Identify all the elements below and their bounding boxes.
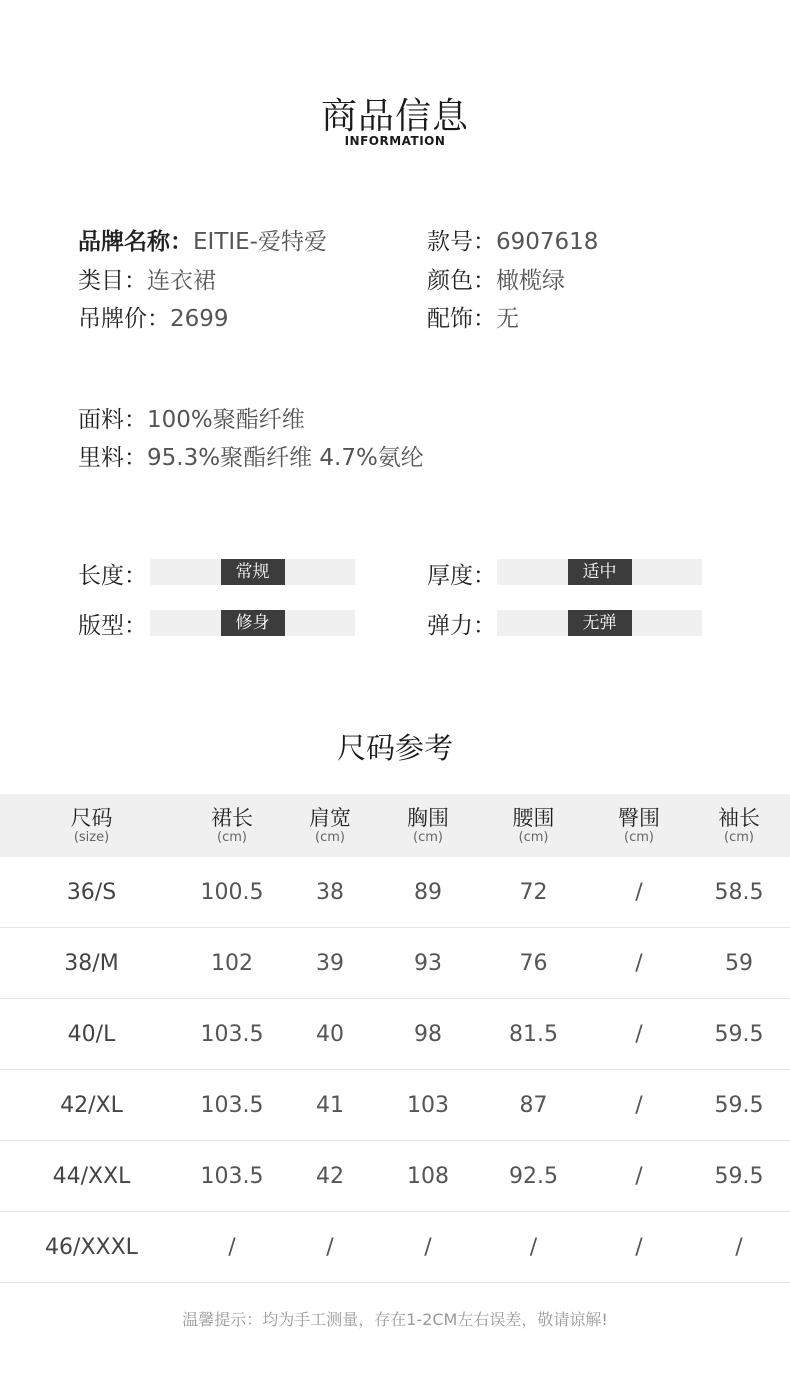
- table-cell: 103.5: [183, 1141, 281, 1212]
- table-cell: 59.5: [688, 999, 790, 1070]
- table-cell: 103.5: [183, 1070, 281, 1141]
- table-cell: 40: [281, 999, 379, 1070]
- table-cell: 87: [477, 1070, 590, 1141]
- lining-value: 95.3%聚酯纤维 4.7%氨纶: [147, 445, 424, 471]
- table-cell: /: [688, 1212, 790, 1283]
- lining-row: [78, 439, 424, 472]
- table-cell: 59: [688, 928, 790, 999]
- table-cell: 46/XXXL: [0, 1212, 183, 1283]
- color-row: [427, 262, 565, 295]
- table-row: [0, 928, 790, 999]
- style-no-label: 款号：: [427, 229, 496, 255]
- stretch-label: 弹力：: [427, 613, 496, 639]
- col-length: 裙长 (cm): [183, 794, 281, 857]
- col-bust: 胸围 (cm): [379, 794, 477, 857]
- table-cell: 98: [379, 999, 477, 1070]
- table-row: [0, 857, 790, 928]
- table-cell: 38/M: [0, 928, 183, 999]
- table-cell: 103.5: [183, 999, 281, 1070]
- brand-value: EITIE-爱特爱: [193, 229, 327, 255]
- color-value: 橄榄绿: [496, 268, 565, 294]
- measurement-tip: 温馨提示：均为手工测量，存在1-2CM左右误差，敬请谅解!: [182, 1310, 608, 1329]
- price-row: [78, 300, 229, 333]
- table-cell: 81.5: [477, 999, 590, 1070]
- brand-row: [78, 223, 327, 256]
- stretch-tag: 无弹: [568, 610, 632, 636]
- table-cell: /: [590, 1070, 688, 1141]
- page-title: 商品信息: [320, 96, 469, 137]
- category-label: 类目：: [78, 268, 147, 294]
- table-cell: /: [590, 1141, 688, 1212]
- table-cell: /: [590, 857, 688, 928]
- category-row: [78, 262, 216, 295]
- lining-label: 里料：: [78, 445, 147, 471]
- table-cell: 59.5: [688, 1070, 790, 1141]
- style-no-value: 6907618: [496, 229, 599, 255]
- table-row: [0, 999, 790, 1070]
- fabric-row: [78, 401, 305, 434]
- table-cell: 39: [281, 928, 379, 999]
- color-label: 颜色：: [427, 268, 496, 294]
- table-cell: 93: [379, 928, 477, 999]
- accessory-row: [427, 300, 519, 333]
- table-cell: /: [590, 928, 688, 999]
- style-no-row: [427, 223, 598, 256]
- table-cell: 44/XXL: [0, 1141, 183, 1212]
- price-label: 吊牌价：: [78, 306, 170, 332]
- table-cell: 103: [379, 1070, 477, 1141]
- table-cell: 102: [183, 928, 281, 999]
- table-row: [0, 1070, 790, 1141]
- size-table: [0, 794, 790, 1283]
- accessory-value: 无: [496, 306, 519, 332]
- table-cell: /: [477, 1212, 590, 1283]
- size-chart-title: 尺码参考: [336, 731, 453, 765]
- brand-label: 品牌名称：: [78, 229, 193, 255]
- table-cell: 72: [477, 857, 590, 928]
- table-cell: 36/S: [0, 857, 183, 928]
- fabric-value: 100%聚酯纤维: [147, 407, 305, 433]
- fit-tag: 修身: [221, 610, 285, 636]
- col-waist: 腰围 (cm): [477, 794, 590, 857]
- fit-label: 版型：: [78, 613, 147, 639]
- table-cell: /: [590, 999, 688, 1070]
- category-value: 连衣裙: [147, 268, 216, 294]
- fabric-label: 面料：: [78, 407, 147, 433]
- table-cell: 41: [281, 1070, 379, 1141]
- table-cell: 108: [379, 1141, 477, 1212]
- thickness-tag: 适中: [568, 559, 632, 585]
- accessory-label: 配饰：: [427, 306, 496, 332]
- thickness-label: 厚度：: [427, 563, 496, 589]
- col-hip: 臀围 (cm): [590, 794, 688, 857]
- table-cell: 89: [379, 857, 477, 928]
- table-cell: 92.5: [477, 1141, 590, 1212]
- table-cell: 42: [281, 1141, 379, 1212]
- table-cell: 76: [477, 928, 590, 999]
- table-cell: 100.5: [183, 857, 281, 928]
- length-label: 长度：: [78, 563, 147, 589]
- table-row: [0, 1141, 790, 1212]
- table-cell: 58.5: [688, 857, 790, 928]
- col-size: 尺码 (size): [0, 794, 183, 857]
- table-cell: /: [379, 1212, 477, 1283]
- table-cell: 40/L: [0, 999, 183, 1070]
- table-cell: /: [590, 1212, 688, 1283]
- table-cell: /: [183, 1212, 281, 1283]
- col-sleeve: 袖长 (cm): [688, 794, 790, 857]
- table-cell: 38: [281, 857, 379, 928]
- table-cell: 42/XL: [0, 1070, 183, 1141]
- length-tag: 常规: [221, 559, 285, 585]
- price-value: 2699: [170, 306, 229, 332]
- table-cell: /: [281, 1212, 379, 1283]
- page-subtitle: INFORMATION: [344, 134, 446, 148]
- col-shoulder: 肩宽 (cm): [281, 794, 379, 857]
- table-row: [0, 1212, 790, 1283]
- size-table-header: [0, 794, 790, 857]
- table-cell: 59.5: [688, 1141, 790, 1212]
